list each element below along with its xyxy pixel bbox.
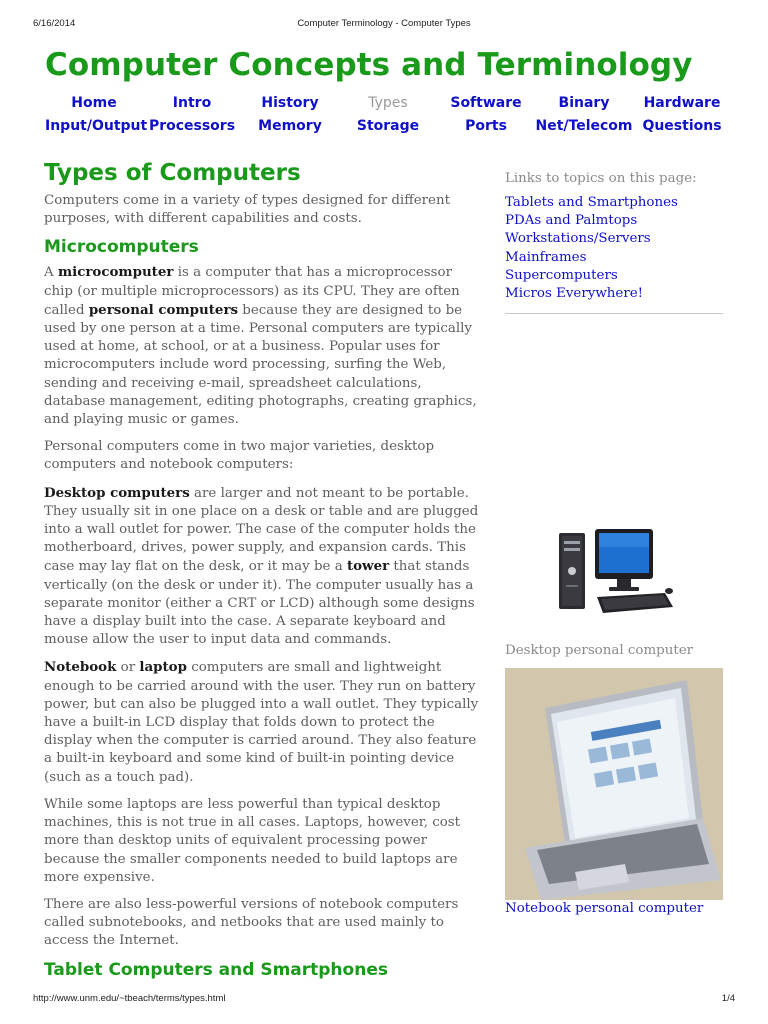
laptop-power-paragraph: While some laptops are less powerful than typical desktop machines, this is not true in all cases. Laptops, however, cost more than desktop units of equivalent processing power because the smaller components needed to build laptops are more expensive. xyxy=(44,796,461,885)
nav-binary[interactable]: Binary xyxy=(558,95,610,111)
intro-paragraph: Computers come in a variety of types designed for different purposes, with different capabilities and costs. xyxy=(44,193,450,227)
desktop-computer-image xyxy=(557,527,677,615)
print-date: 6/16/2014 xyxy=(33,18,76,29)
nav-types-current[interactable]: Types xyxy=(368,95,408,111)
term-laptop: laptop xyxy=(139,659,187,676)
nav-hardware[interactable]: Hardware xyxy=(643,95,721,111)
nav-home[interactable]: Home xyxy=(71,95,117,111)
nav-processors[interactable]: Processors xyxy=(148,118,236,134)
laptop-computer-image xyxy=(505,668,723,900)
microcomputer-paragraph xyxy=(44,263,484,429)
laptop-caption: Notebook personal computer xyxy=(505,901,704,916)
link-mainframes[interactable]: Mainframes xyxy=(505,249,587,265)
main-content xyxy=(44,160,484,986)
sidebar-divider xyxy=(505,313,723,314)
term-notebook: Notebook xyxy=(44,659,117,676)
subnotebook-paragraph: There are also less-powerful versions of notebook computers called subnotebooks, and netbooks that are used mainly to access the Internet. xyxy=(44,896,459,949)
sidebar xyxy=(505,170,723,303)
desktop-caption: Desktop personal computer xyxy=(505,643,694,658)
nav-questions[interactable]: Questions xyxy=(642,118,722,134)
nav-software[interactable]: Software xyxy=(450,95,522,111)
site-title: Computer Concepts and Terminology xyxy=(45,47,693,83)
main-nav xyxy=(45,94,731,136)
nav-ports[interactable]: Ports xyxy=(465,118,507,134)
link-supercomputers[interactable]: Supercomputers xyxy=(505,267,618,283)
nav-net-telecom[interactable]: Net/Telecom xyxy=(535,118,633,134)
text-run: are larger and not meant to be portable. They usually sit in one place on a desk or table and are plugged into a wall outlet for power. The case of the computer holds the motherboard, drives, power supply, and expansion cards. This case may lay flat on the desk, or it may be a xyxy=(44,485,479,575)
text-run: or xyxy=(116,660,140,676)
section-heading-tablets: Tablet Computers and Smartphones xyxy=(44,959,388,980)
term-personal-computers: personal computers xyxy=(88,301,239,318)
link-tablets-smartphones[interactable]: Tablets and Smartphones xyxy=(505,195,678,210)
term-desktop-computers: Desktop computers xyxy=(44,484,190,501)
print-url: http://www.unm.edu/~tbeach/terms/types.html xyxy=(33,993,226,1004)
text-run: A xyxy=(44,265,58,281)
link-workstations-servers[interactable]: Workstations/Servers xyxy=(505,231,651,247)
term-microcomputer: microcomputer xyxy=(57,264,174,281)
nav-history[interactable]: History xyxy=(261,95,319,111)
print-page-title: Computer Terminology - Computer Types xyxy=(297,18,471,29)
desktop-paragraph xyxy=(44,484,484,650)
nav-storage[interactable]: Storage xyxy=(356,118,420,134)
text-run: is a computer that has a microprocessor chip (or multiple microprocessors) as its CPU. They are often called xyxy=(44,265,460,318)
topic-links xyxy=(505,194,723,303)
print-footer xyxy=(33,993,735,1007)
notebook-paragraph xyxy=(44,658,484,786)
nav-intro[interactable]: Intro xyxy=(172,95,212,111)
sidebar-caption: Links to topics on this page: xyxy=(505,171,697,186)
page-heading: Types of Computers xyxy=(44,160,301,186)
link-micros-everywhere[interactable]: Micros Everywhere! xyxy=(505,286,644,302)
text-run: computers are small and lightweight enough to be carried around with the user. They run on battery power, but can also be plugged into a wall outlet. They typically have a built-in LCD display that folds down to protect the display when the computer is carried around. They also feature a built-in keyboard and some kind of built-in pointing device (such as a touch pad). xyxy=(44,660,479,785)
term-tower: tower xyxy=(346,558,390,575)
section-heading-microcomputers: Microcomputers xyxy=(44,237,199,258)
print-header xyxy=(33,18,735,32)
text-run: because they are designed to be used by one person at a time. Personal computers are typically used at home, at school, or at a business. Popular uses for microcomputers include word processing, surfing the Web, sending and receiving e-mail, spreadsheet calculations, database management, editing photographs, creating graphics, and playing music or games. xyxy=(44,302,477,428)
nav-input-output[interactable]: Input/Output xyxy=(45,118,148,134)
varieties-paragraph: Personal computers come in two major varieties, desktop computers and notebook computers: xyxy=(44,439,435,473)
print-page-number: 1/4 xyxy=(721,993,735,1004)
text-run: that stands vertically (on the desk or under it). The computer usually has a separate monitor (either a CRT or LCD) although some designs have a display built into the case. A separate keyboard and mouse allow the user to input data and commands. xyxy=(44,559,475,648)
nav-memory[interactable]: Memory xyxy=(258,118,322,134)
link-pdas-palmtops[interactable]: PDAs and Palmtops xyxy=(505,213,638,229)
